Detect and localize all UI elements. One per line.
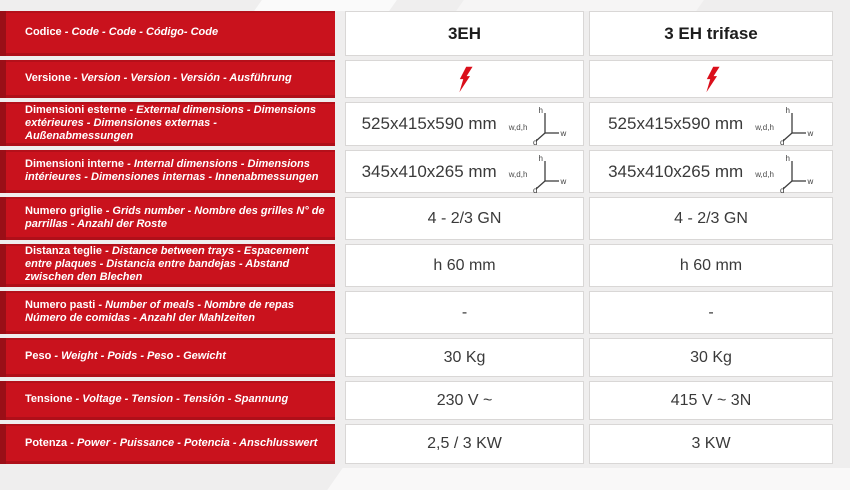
spec-table — [0, 11, 833, 464]
axes-wdh-icon — [531, 153, 567, 193]
label-primary: Versione — [25, 71, 71, 84]
row-label-text — [25, 393, 288, 406]
lightning-icon — [456, 65, 473, 94]
dimension-value: 345x410x265 mm — [608, 161, 744, 181]
spec-row-peso — [0, 338, 833, 377]
label-translations: - External dimensions - Dimensions extérieures - Dimensiones externas - Außenabmessungen — [25, 103, 316, 142]
label-primary: Tensione — [25, 393, 73, 405]
row-label-text — [25, 350, 226, 363]
svg-text:d: d — [779, 138, 785, 145]
dimension-value-group — [608, 103, 814, 145]
spec-row-griglie — [0, 197, 833, 240]
spec-row-pasti — [0, 291, 833, 334]
label-primary: Dimensioni interne — [25, 157, 125, 170]
value-cell-weight: 30 Kg — [345, 338, 584, 377]
value-cell-grids: 4 - 2/3 GN — [589, 197, 833, 240]
spec-row-potenza — [0, 424, 833, 464]
svg-text:d: d — [533, 138, 538, 145]
axes-wdh-icon — [778, 105, 814, 145]
row-label-peso — [0, 338, 335, 377]
svg-text:h: h — [785, 153, 790, 163]
row-label-pasti — [0, 291, 335, 334]
value-cell-internal-dims — [345, 150, 584, 193]
label-primary: Potenza — [25, 436, 68, 449]
row-label-text — [25, 245, 327, 284]
background-stripe — [327, 468, 850, 490]
value-cell-voltage: 415 V ~ 3N — [589, 381, 833, 420]
value-cell-internal-dims — [589, 150, 833, 193]
row-label-text — [25, 26, 218, 39]
spec-row-distanza — [0, 244, 833, 287]
svg-text:h: h — [538, 106, 544, 115]
wdh-label: w,d,h — [755, 170, 774, 179]
wdh-label: w,d,h — [508, 122, 528, 132]
svg-text:d: d — [779, 185, 785, 193]
dimension-value-group — [362, 103, 568, 145]
label-translations: - Power - Puissance - Potencia - Anschlusswert — [70, 436, 318, 449]
value-cell-grids: 4 - 2/3 GN — [345, 197, 584, 240]
label-translations: - Voltage - Tension - Tensión - Spannung — [75, 393, 289, 405]
spec-row-dim-interne — [0, 150, 833, 193]
label-primary: Codice — [25, 26, 62, 38]
svg-text:d: d — [533, 185, 538, 193]
svg-text:w: w — [560, 176, 567, 186]
spec-row-versione — [0, 60, 833, 98]
label-translations: - Number of meals - Nombre de repas Número de comidas - Anzahl der Mahlzeiten — [25, 298, 294, 324]
row-label-text — [25, 104, 327, 143]
value-cell-meals: - — [589, 291, 833, 334]
label-translations: - Weight - Poids - Peso - Gewicht — [54, 350, 226, 362]
row-label-versione — [0, 60, 335, 98]
column-header-3eh-trifase: 3 EH trifase — [589, 11, 833, 56]
dimension-value: 525x415x590 mm — [608, 114, 744, 133]
value-cell-tray-distance: h 60 mm — [589, 244, 833, 287]
label-primary: Dimensioni esterne — [25, 103, 127, 116]
row-label-codice — [0, 11, 335, 56]
svg-text:w: w — [807, 176, 814, 186]
svg-text:h: h — [538, 153, 544, 163]
column-header-3eh: 3EH — [345, 11, 584, 56]
axes-wdh-icon — [531, 105, 567, 145]
label-translations: - Distance between trays - Espacement entre plaques - Distancia entre bandejas - Abstand zwischen den Blechen — [25, 245, 309, 283]
spec-row-codice — [0, 11, 833, 56]
row-label-griglie — [0, 197, 335, 240]
row-label-dim-interne — [0, 150, 335, 193]
row-label-distanza — [0, 244, 335, 287]
dimension-value-group — [608, 151, 814, 193]
svg-text:w: w — [560, 129, 567, 138]
row-label-text — [25, 437, 317, 450]
svg-text:h: h — [785, 106, 790, 115]
row-label-tensione — [0, 381, 335, 420]
value-cell-tray-distance: h 60 mm — [345, 244, 584, 287]
value-cell-external-dims — [345, 102, 584, 146]
value-cell-external-dims — [589, 102, 833, 146]
spec-row-dim-esterne — [0, 102, 833, 146]
background-stripe — [254, 0, 397, 11]
background-stripe — [456, 0, 704, 11]
dimension-value: 525x415x590 mm — [361, 114, 497, 133]
label-translations: - Code - Code - Código- Code — [64, 26, 219, 38]
spec-row-tensione — [0, 381, 833, 420]
value-cell-meals: - — [345, 291, 584, 334]
lightning-icon — [703, 65, 720, 94]
value-cell-voltage: 230 V ~ — [345, 381, 584, 420]
wdh-label: w,d,h — [755, 122, 774, 132]
row-label-dim-esterne — [0, 102, 335, 146]
row-label-text — [25, 158, 327, 184]
label-translations: - Version - Version - Versión - Ausführung — [73, 71, 292, 84]
row-label-text — [25, 72, 292, 85]
value-cell-power: 2,5 / 3 KW — [345, 424, 584, 464]
dimension-value-group — [362, 151, 568, 193]
axes-wdh-icon — [778, 153, 814, 193]
label-primary: Numero griglie — [25, 204, 103, 217]
value-cell-version-electric — [345, 60, 584, 98]
row-label-text — [25, 205, 327, 231]
label-translations: - Grids number - Nombre des grilles N° de parrillas - Anzahl der Roste — [25, 204, 325, 230]
wdh-label: w,d,h — [508, 170, 528, 179]
value-cell-power: 3 KW — [589, 424, 833, 464]
dimension-value: 345x410x265 mm — [361, 161, 497, 181]
row-label-text — [25, 299, 327, 325]
value-cell-weight: 30 Kg — [589, 338, 833, 377]
value-cell-version-electric — [589, 60, 833, 98]
label-primary: Distanza teglie — [25, 245, 103, 257]
svg-text:w: w — [807, 129, 814, 138]
label-translations: - Internal dimensions - Dimensions intérieures - Dimensiones internas - Innenabmessungen — [25, 157, 319, 183]
label-primary: Peso — [25, 350, 52, 362]
row-label-potenza — [0, 424, 335, 464]
label-primary: Numero pasti — [25, 298, 96, 311]
